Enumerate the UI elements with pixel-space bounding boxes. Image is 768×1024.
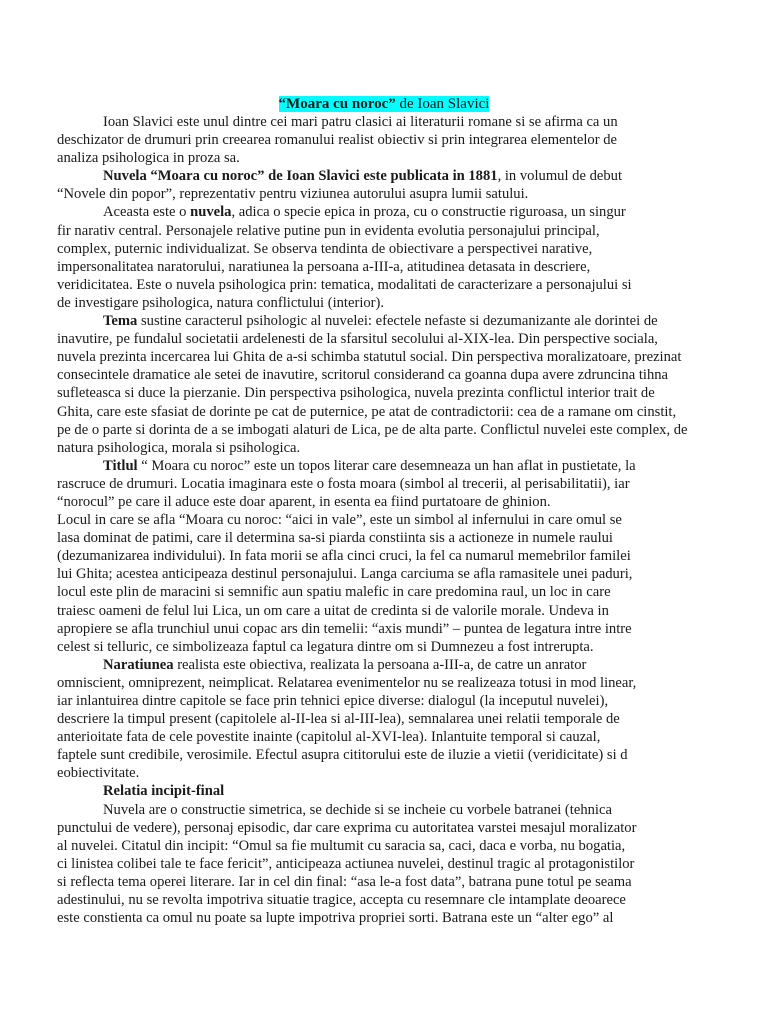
text-line: Ghita, care este sfasiat de dorinte pe cat de puternice, pe atat de contradictorii: cea de a ramane om cinstit, [57,403,677,420]
text-line [57,167,737,185]
text-line: locul este plin de maracini si semnific aun spatiu malefic in care predomina raul, un loc in care [57,584,611,601]
text-line: pe de o parte si dorinta de a se imbogati alaturi de Lica, pe de alta parte. Conflictul nuvelei este complex, de [57,421,688,438]
text-line: (dezumanizarea individului). In fata morii se afla cinci cruci, la fel ca numarul memebrilor familei [57,548,631,565]
bold-phrase: Tema [103,313,138,330]
text-line: “norocul” pe care il aduce este doar aparent, in esenta ea fiind purtatoare de ghinion. [57,493,551,510]
text-run: realista este obiectiva, realizata la persoana a-III-a, de catre un anrator [173,656,587,673]
text-run: sustine caracterul psihologic al nuvelei: efectele nefaste si dezumanizante ale dorintei de [137,313,658,330]
text-line: Locul in care se afla “Moara cu noroc: “aici in vale”, este un simbol al infernului in care omul se [57,512,622,529]
text-line: lasa dominat de patimi, care il determina sa-si piarda constiinta sis a actioneze in numele raului [57,530,613,547]
title-author: de Ioan Slavici [395,96,490,112]
text-line: Nuvela are o constructie simetrica, se dechide si se incheie cu vorbele batranei (tehnica [103,801,612,818]
text-line: consecintele dramatice ale setei de inavutire, scritorul considerand ca goanna dupa avere zdruncina tihna [57,367,669,384]
text-line: de investigare psihologica, natura conflictului (interior). [57,294,385,311]
text-line: adestinului, nu se revolta impotriva situatie tragice, accepta cu resemnare cle intamplate deoarece [57,892,626,909]
text-run: , in volumul de debut [497,168,623,185]
text-line: anterioitate fata de cele povestite inainte (capitolul al-XVI-lea). Inlantuite temporal si cauzal, [57,729,601,746]
text-line: “Novele din popor”, reprezentativ pentru viziunea autorului asupra lumii satului. [57,186,529,203]
text-line [57,656,737,674]
text-line: complex, puternic individualizat. Se observa tendinta de obiectivare a perspectivei narative, [57,240,593,257]
text-line: impersonalitatea naratorului, naratiunea la persoana a-III-a, atitudinea detasata in descriere, [57,258,591,275]
text-line: descriere la timpul present (capitolele al-II-lea si al-III-lea), semnalarea unei relatii temporale de [57,711,620,728]
text-line: inavutire, pe fundalul societatii ardelenesti de la sfarsitul secolului al-XIX-lea. Din perspective sociala, [57,331,658,348]
text-line: rascruce de drumuri. Locatia imaginara este o fosta moara (simbol al trecerii, al perisabilitatii), iar [57,475,630,492]
title-bold: “Moara cu noroc” [278,96,396,112]
bold-phrase: nuvela [190,204,232,221]
text-line: este constienta ca omul nu poate sa lupte impotriva propriei sorti. Batrana este un “alter ego” al [57,910,614,927]
text-line: deschizator de drumuri prin creearea romanului realist obiectiv si prin integrarea elementelor de [57,132,617,149]
text-line: traiesc oameni de felul lui Lica, un om care a uitat de credinta si de valorile morale. Undeva in [57,602,609,619]
text-line: faptele sunt credibile, verosimile. Efectul asupra cititorului este de iluzie a vietii (veridicitate) si d [57,747,628,764]
text-run: , adica o specie epica in proza, cu o constructie riguroasa, un singur [231,204,626,221]
text-line: punctului de vedere), personaj episodic, dar care exprima cu autoritatea varstei mesajul moralizator [57,819,637,836]
text-line [57,312,737,330]
text-line: celest si telluric, ce simbolizeaza faptul ca legatura dintre om si Dumnezeu a fost intrerupta. [57,638,594,655]
text-line: lui Ghita; acestea anticipeaza destinul personajului. Langa carciuma se afla ramasitele unei paduri, [57,566,633,583]
text-run: Aceasta este o [103,204,191,221]
text-line: Ioan Slavici este unul dintre cei mari patru clasici ai literaturii romane si se afirma ca un [103,114,618,130]
text-line: fir narativ central. Personajele relative putine pun in evidenta evolutia personajului principal, [57,222,600,239]
document-title [0,95,768,113]
document-body [57,113,737,927]
text-run: “ Moara cu noroc” este un topos literar care desemneaza un han aflat in pustietate, la [137,457,636,474]
text-line: iar inlantuirea dintre capitole se face prin tehnici epice diverse: dialogul (la inceputul nuvelei), [57,693,609,709]
text-line: nuvela prezinta incercarea lui Ghita de a-si schimba statutul social. Din perspectiva moralizatoare, prezinat [57,349,682,366]
bold-phrase: Nuvela “Moara cu noroc” de Ioan Slavici este publicata in 1881 [103,168,498,185]
text-line: si reflecta tema operei literare. Iar in cel din final: “asa le-a fost data”, batrana pune totul pe seama [57,873,632,890]
section-heading-text: Relatia incipit-final [103,783,225,800]
text-line [57,457,737,475]
text-line: eobiectivitate. [57,765,140,782]
text-line: al nuvelei. Citatul din incipit: “Omul sa fie multumit cu saracia sa, caci, daca e vorba, nu bogatia, [57,837,626,854]
bold-phrase: Titlul [103,457,138,474]
text-line: analiza psihologica in proza sa. [57,150,240,167]
text-line: natura psihologica, morala si psihologica. [57,439,301,456]
bold-phrase: Naratiunea [103,656,174,673]
text-line: apropiere se afla trunchiul unui copac ars din temelii: “axis mundi” – puntea de legatura intre intre [57,620,632,637]
section-heading [57,782,737,800]
title-highlight [279,96,490,112]
text-line: veridicitatea. Este o nuvela psihologica prin: tematica, modalitati de caracterizare a personajului si [57,276,632,293]
text-line: sufleteasca si duce la pierzanie. Din perspectiva psihologica, nuvela prezinta conflictul interior trait de [57,385,655,402]
text-line: ci linistea colibei tale te face fericit”, anticipeaza actiunea nuvelei, destinul tragic al protagonistilor [57,855,635,872]
text-line [57,203,737,221]
text-line: omniscient, omniprezent, neimplicat. Relatarea evenimentelor nu se realizeaza totusi in mod linear, [57,674,637,691]
